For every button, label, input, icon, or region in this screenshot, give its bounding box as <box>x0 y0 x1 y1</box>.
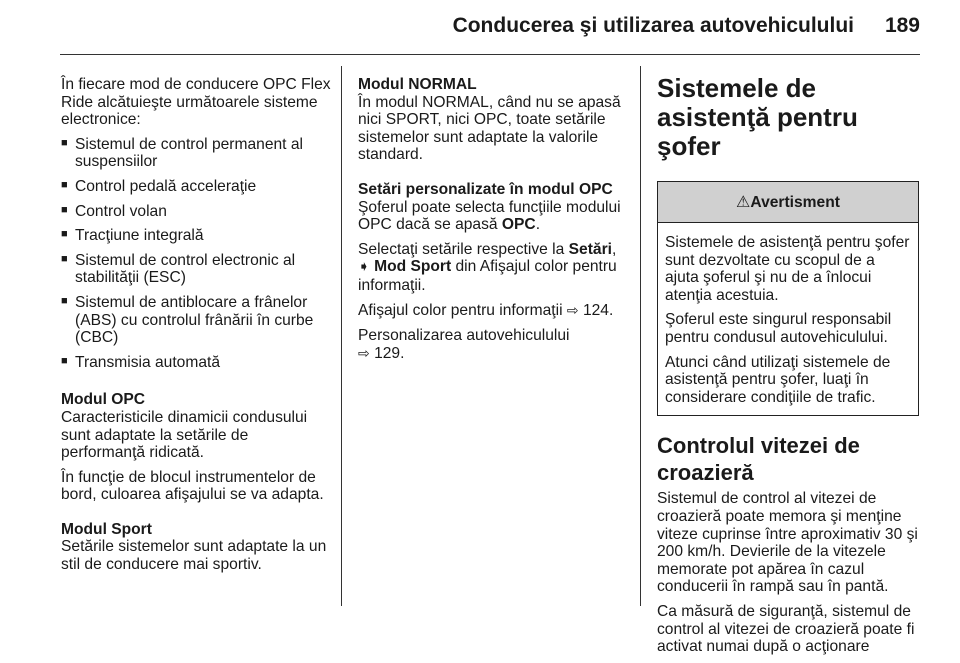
section-title: Sistemele de asistenţă pentru şofer <box>657 73 858 161</box>
column-divider-1 <box>341 66 342 606</box>
opc-button-label: OPC <box>501 216 536 234</box>
sport-mode-text: Setările sistemelor sunt adaptate la un stil de conducere mai sportiv. <box>61 538 327 574</box>
list-item: ■ Sistemul de antiblocare a frânelor (ABS) cu controlul frânării în curbe (CBC) <box>61 294 333 347</box>
list-item: ■ Tracţiune integrală <box>61 227 333 245</box>
sport-mode-heading: Modul Sport <box>61 520 152 538</box>
right-column <box>657 74 919 663</box>
cruise-control-title: Controlul vitezei de croazieră <box>657 433 860 486</box>
running-title: Conducerea şi utilizarea autovehiculului <box>452 14 854 37</box>
list-item: ■ Transmisia automată <box>61 354 333 372</box>
warning-header: ⚠Avertisment <box>658 182 918 223</box>
list-item: ■ Sistemul de control electronic al stabilităţii (ESC) <box>61 252 333 287</box>
opc-mode-text-2: În funcţie de blocul instrumentelor de bord, culoarea afişajului se va adapta. <box>61 468 324 504</box>
cross-reference-2: Personalizarea autovehiculului ⇨ 129. <box>358 327 570 362</box>
menu-arrow-icon: ➧ <box>358 259 370 276</box>
column-divider-2 <box>640 66 641 606</box>
normal-mode-heading: Modul NORMAL <box>358 76 477 93</box>
middle-column <box>358 76 630 370</box>
warning-text-1: Sistemele de asistenţă pentru şofer sunt dezvoltate cu scopul de a ajuta şoferul şi nu de a înlocui atenţia acestuia. <box>665 234 910 304</box>
page-number: 189 <box>884 14 920 37</box>
warning-body <box>658 223 918 415</box>
page-header <box>0 14 960 44</box>
normal-mode-text: În modul NORMAL, când nu se apasă nici SPORT, nici OPC, toate setările sistemelor sunt adaptate la valorile standard. <box>358 93 621 164</box>
list-item: ■ Sistemul de control permanent al suspensiilor <box>61 136 333 171</box>
custom-settings-heading: Setări personalizate în modul OPC <box>358 180 613 198</box>
intro-text: În fiecare mod de conducere OPC Flex Ride alcătuieşte următoarele sisteme electronice: <box>61 76 331 129</box>
custom-settings-text-1: Şoferul poate selecta funcţiile modului OPC dacă se apasă OPC. <box>358 198 621 234</box>
page-reference-icon: ⇨ <box>358 345 370 362</box>
cruise-control-text-1: Sistemul de control al vitezei de croazieră poate memora şi menţine viteze cuprinse între aproximativ 30 şi 200 km/h. Devierile de la vitezele memorate pot apărea în cazul conducerii în rampă sau în pantă. <box>657 490 918 596</box>
header-rule <box>60 54 920 55</box>
list-item: ■ Control volan <box>61 203 333 221</box>
cruise-control-text-2: Ca măsură de siguranţă, sistemul de control al vitezei de croazieră poate fi activat numai după o acţionare <box>657 602 915 656</box>
warning-icon: ⚠ <box>736 192 751 211</box>
warning-box <box>657 181 919 416</box>
opc-mode-heading: Modul OPC <box>61 391 146 409</box>
page-reference-icon: ⇨ <box>566 302 579 319</box>
settings-menu-label: Setări <box>568 240 612 258</box>
cross-reference-1: Afişajul color pentru informaţii ⇨ 124. <box>358 301 614 319</box>
opc-mode-text-1: Caracteristicile dinamicii condusului sunt adaptate la setările de performanţă ridicată. <box>61 408 308 462</box>
list-item: ■ Control pedală acceleraţie <box>61 178 333 196</box>
warning-text-3: Atunci când utilizaţi sistemele de asistenţă pentru şofer, luaţi în considerare condiţiile de trafic. <box>665 353 891 406</box>
left-column <box>61 76 333 581</box>
custom-settings-text-2: Selectaţi setările respective la Setări, ➧ Mod Sport din Afişajul color pentru informaţii. <box>358 240 617 294</box>
sport-mode-menu-label: Mod Sport <box>374 258 452 276</box>
warning-text-2: Şoferul este singurul responsabil pentru condusul autovehiculului. <box>665 311 892 346</box>
systems-list <box>61 136 333 372</box>
